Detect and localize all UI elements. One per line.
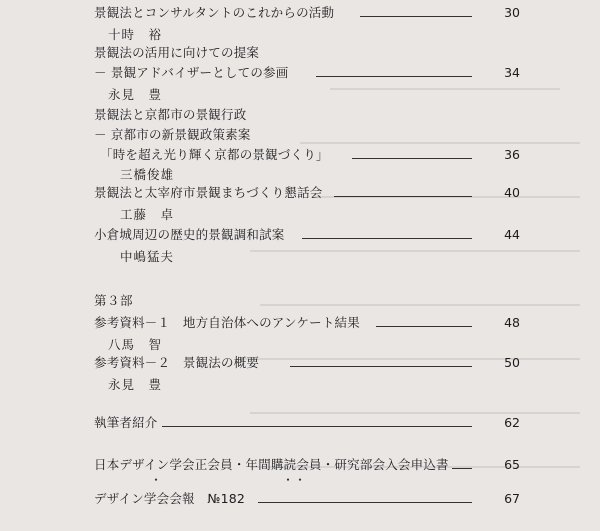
toc-entry-7[interactable] bbox=[0, 352, 600, 374]
toc-entry-page: 34 bbox=[504, 65, 520, 80]
stray-marks: ・ ・・ bbox=[150, 473, 307, 487]
toc-entry-page: 30 bbox=[504, 5, 520, 20]
toc-entry-8[interactable] bbox=[0, 412, 600, 434]
toc-entry-title: 執筆者紹介 bbox=[94, 415, 158, 430]
toc-entry-page: 40 bbox=[504, 185, 520, 200]
toc-entry-3-subtitle-row[interactable] bbox=[0, 124, 600, 146]
leader-line bbox=[290, 366, 472, 367]
toc-entry-author: 三橋俊雄 bbox=[120, 167, 175, 182]
leader-line bbox=[302, 238, 472, 239]
leader-line bbox=[334, 196, 472, 197]
toc-entry-1[interactable] bbox=[0, 2, 600, 24]
leader-line bbox=[162, 426, 472, 427]
toc-entry-page: 67 bbox=[504, 491, 520, 506]
leader-line bbox=[316, 76, 472, 77]
toc-entry-title: 小倉城周辺の歴史的景観調和試案 bbox=[94, 227, 285, 242]
toc-entry-title: 景観法の活用に向けての提案 bbox=[94, 45, 260, 60]
leader-line bbox=[352, 158, 472, 159]
leader-line bbox=[360, 16, 472, 17]
toc-entry-author: 工藤 卓 bbox=[120, 207, 175, 222]
toc-entry-page: 50 bbox=[504, 355, 520, 370]
toc-entry-author: 八馬 智 bbox=[108, 337, 163, 352]
toc-entry-10[interactable] bbox=[0, 488, 600, 510]
toc-entry-page: 65 bbox=[504, 457, 520, 472]
toc-entry-title: 景観法と太宰府市景観まちづくり懇話会 bbox=[94, 185, 323, 200]
toc-entry-author: 十時 裕 bbox=[108, 27, 163, 42]
toc-entry-title: デザイン学会会報 №182 bbox=[94, 491, 246, 506]
toc-entry-title: 参考資料－２ 景観法の概要 bbox=[94, 355, 260, 370]
toc-entry-3[interactable] bbox=[0, 144, 600, 166]
toc-entry-3-title-row[interactable] bbox=[0, 104, 600, 126]
toc-entry-page: 44 bbox=[504, 227, 520, 242]
toc-entry-author: 永見 豊 bbox=[108, 87, 163, 102]
toc-entry-subtitle: － 景観アドバイザーとしての参画 bbox=[94, 65, 289, 80]
leader-line bbox=[376, 326, 472, 327]
toc-entry-subtitle: － 京都市の新景観政策素案 bbox=[94, 127, 251, 142]
toc-entry-2-title-row[interactable] bbox=[0, 42, 600, 64]
section-heading-part3: 第３部 bbox=[94, 293, 134, 308]
toc-entry-title: 景観法と京都市の景観行政 bbox=[94, 107, 247, 122]
toc-entry-subtitle-2: 「時を超え光り輝く京都の景観づくり」 bbox=[100, 147, 329, 162]
toc-entry-author: 中嶋猛夫 bbox=[120, 249, 175, 264]
leader-line bbox=[452, 468, 472, 469]
toc-entry-title: 日本デザイン学会正会員・年間購読会員・研究部会入会申込書 bbox=[94, 457, 449, 472]
toc-entry-page: 48 bbox=[504, 315, 520, 330]
leader-line bbox=[258, 502, 472, 503]
toc-entry-title: 景観法とコンサルタントのこれからの活動 bbox=[94, 5, 335, 20]
toc-entry-page: 62 bbox=[504, 415, 520, 430]
toc-entry-title: 参考資料－１ 地方自治体へのアンケート結果 bbox=[94, 315, 360, 330]
toc-entry-page: 36 bbox=[504, 147, 520, 162]
toc-entry-5[interactable] bbox=[0, 224, 600, 246]
toc-entry-6[interactable] bbox=[0, 312, 600, 334]
toc-entry-2[interactable] bbox=[0, 62, 600, 84]
toc-entry-author: 永見 豊 bbox=[108, 377, 163, 392]
toc-entry-4[interactable] bbox=[0, 182, 600, 204]
